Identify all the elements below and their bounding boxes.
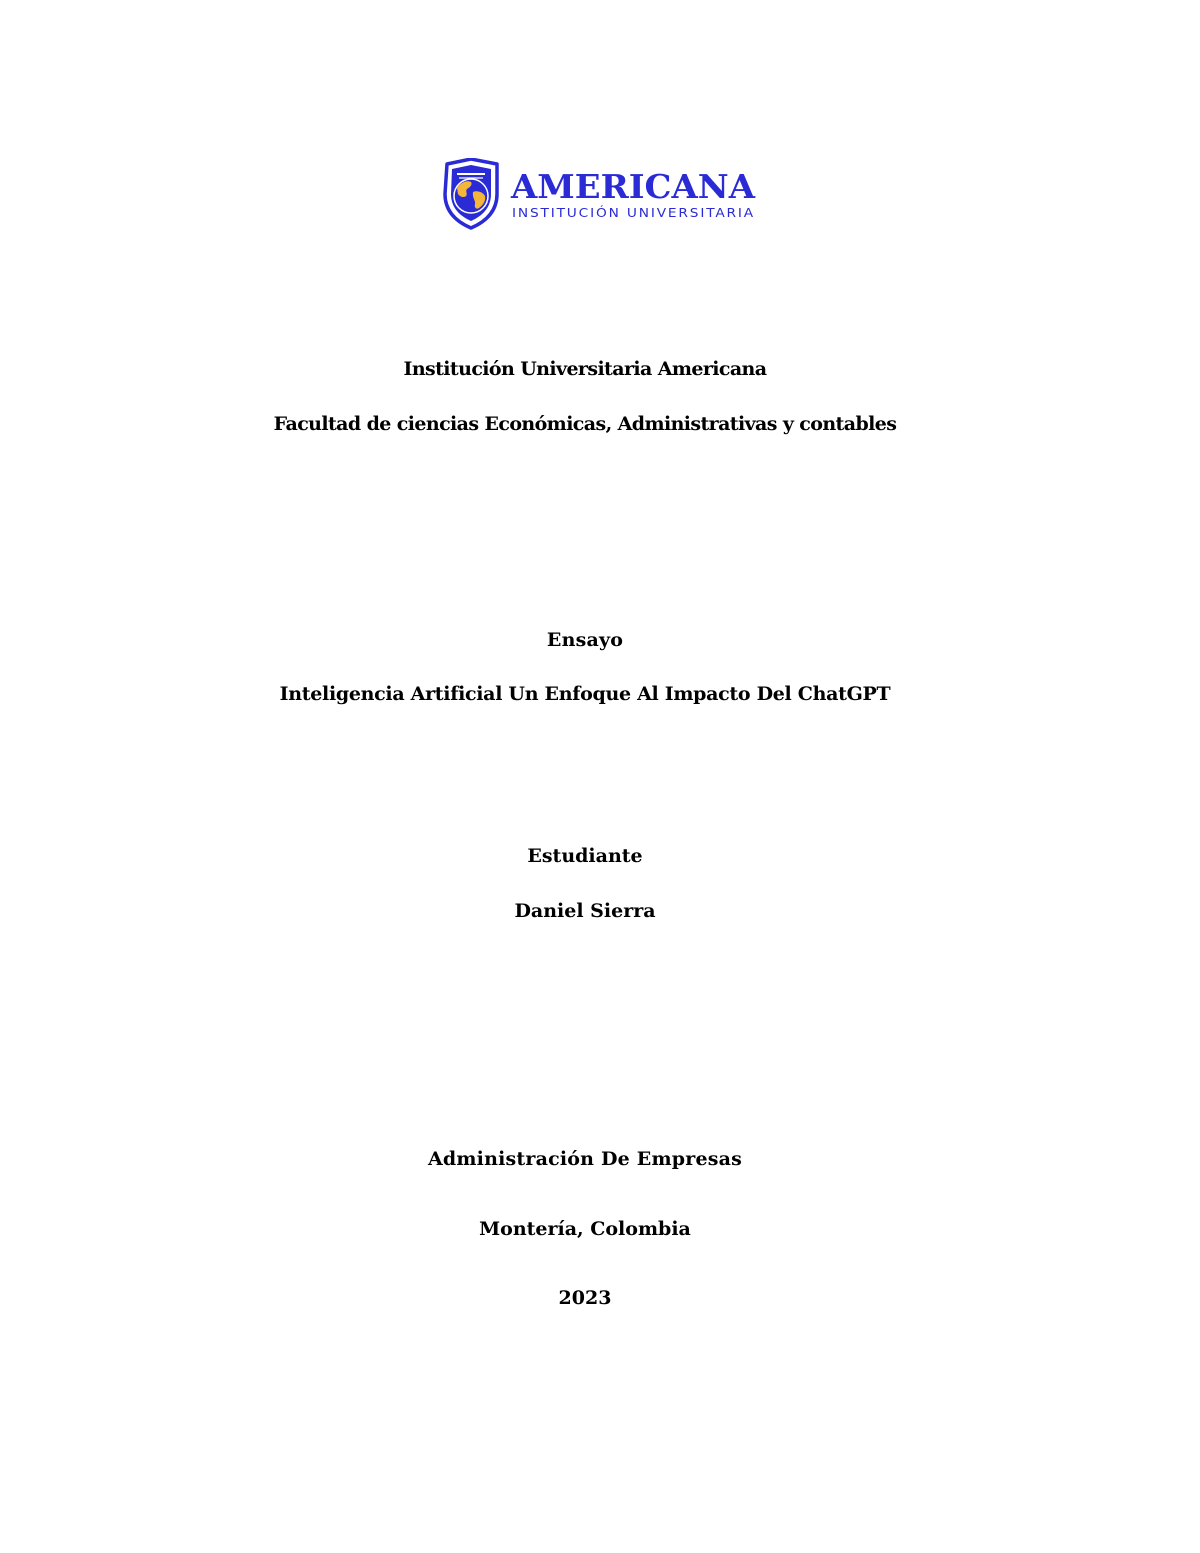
location: Montería, Colombia: [479, 1218, 691, 1240]
student-label: Estudiante: [527, 845, 643, 867]
year: 2023: [558, 1287, 612, 1309]
shield-globe-icon: [445, 159, 497, 228]
student-name: Daniel Sierra: [514, 900, 656, 922]
document-title: Inteligencia Artificial Un Enfoque Al Impacto Del ChatGPT: [279, 683, 891, 705]
program-name: Administración De Empresas: [427, 1148, 743, 1170]
institution-name: Institución Universitaria Americana: [403, 358, 767, 380]
document-type: Ensayo: [546, 629, 624, 651]
logo-subtitle: INSTITUCIÓN UNIVERSITARIA: [512, 206, 725, 220]
logo-wordmark: AMERICANA: [509, 167, 756, 206]
institution-logo: [443, 158, 763, 230]
faculty-name: Facultad de ciencias Económicas, Administrativas y contables: [273, 413, 897, 435]
